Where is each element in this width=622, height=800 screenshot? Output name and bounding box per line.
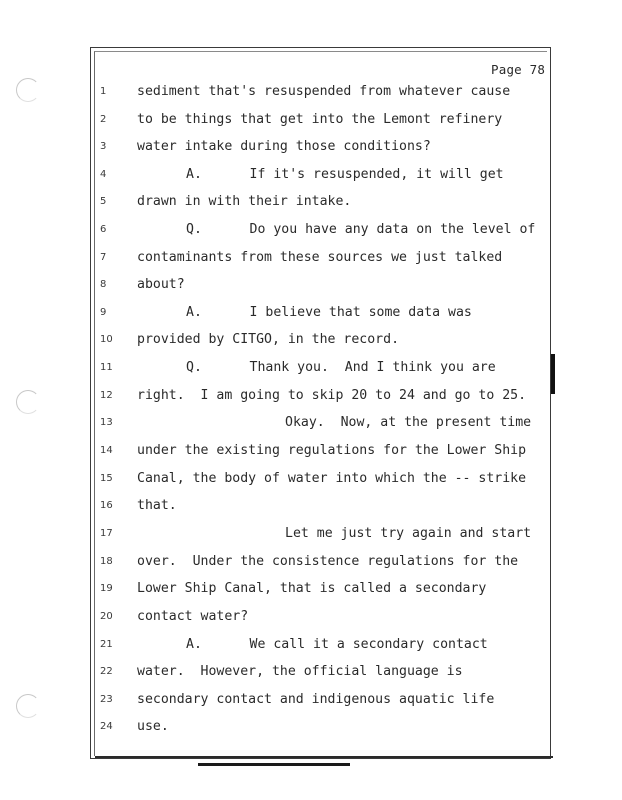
line-text: Let me just try again and start: [285, 526, 532, 541]
line-text: contaminants from these sources we just talked: [137, 250, 503, 265]
line-text: Q. Do you have any data on the level of: [186, 222, 536, 237]
line-number: 3: [100, 141, 107, 152]
line-text: use.: [137, 719, 169, 734]
margin-mark: [551, 354, 555, 394]
line-number: 11: [100, 362, 113, 373]
line-number: 9: [100, 307, 107, 318]
line-text: drawn in with their intake.: [137, 194, 352, 209]
line-number: 19: [100, 583, 113, 594]
line-text: water intake during those conditions?: [137, 139, 431, 154]
line-text: Okay. Now, at the present time: [285, 415, 532, 430]
line-number: 22: [100, 666, 113, 677]
line-number: 7: [100, 252, 107, 263]
line-text: secondary contact and indigenous aquatic life: [137, 692, 495, 707]
line-text: A. We call it a secondary contact: [186, 637, 488, 652]
page-number: Page 78: [491, 62, 546, 77]
line-number: 5: [100, 196, 107, 207]
line-text: under the existing regulations for the Lower Ship: [137, 443, 527, 458]
line-number: 1: [100, 86, 107, 97]
line-text: Lower Ship Canal, that is called a secondary: [137, 581, 487, 596]
line-number: 6: [100, 224, 107, 235]
line-number: 12: [100, 390, 113, 401]
line-text: A. I believe that some data was: [186, 305, 472, 320]
line-text: that.: [137, 498, 177, 513]
bottom-rule: [95, 756, 553, 758]
line-number: 18: [100, 556, 113, 567]
punch-hole-bottom: [16, 694, 40, 718]
line-text: over. Under the consistence regulations for the: [137, 554, 519, 569]
line-number: 15: [100, 473, 113, 484]
line-text: right. I am going to skip 20 to 24 and go to 25.: [137, 388, 527, 403]
line-number: 13: [100, 417, 113, 428]
line-number: 8: [100, 279, 107, 290]
line-number: 4: [100, 169, 107, 180]
line-number: 24: [100, 721, 113, 732]
punch-hole-middle: [16, 390, 40, 414]
line-text: sediment that's resuspended from whatever cause: [137, 84, 511, 99]
line-number: 2: [100, 114, 107, 125]
punch-hole-top: [16, 78, 40, 102]
line-text: Canal, the body of water into which the -- strike: [137, 471, 527, 486]
line-text: about?: [137, 277, 185, 292]
line-text: A. If it's resuspended, it will get: [186, 167, 504, 182]
line-text: to be things that get into the Lemont refinery: [137, 112, 503, 127]
line-number: 21: [100, 639, 113, 650]
line-number: 16: [100, 500, 113, 511]
line-text: provided by CITGO, in the record.: [137, 332, 400, 347]
line-text: contact water?: [137, 609, 249, 624]
line-text: Q. Thank you. And I think you are: [186, 360, 496, 375]
line-number: 23: [100, 694, 113, 705]
line-number: 14: [100, 445, 113, 456]
bottom-bar: [198, 763, 350, 766]
line-number: 10: [100, 334, 113, 345]
line-number: 17: [100, 528, 113, 539]
line-number: 20: [100, 611, 113, 622]
line-text: water. However, the official language is: [137, 664, 463, 679]
